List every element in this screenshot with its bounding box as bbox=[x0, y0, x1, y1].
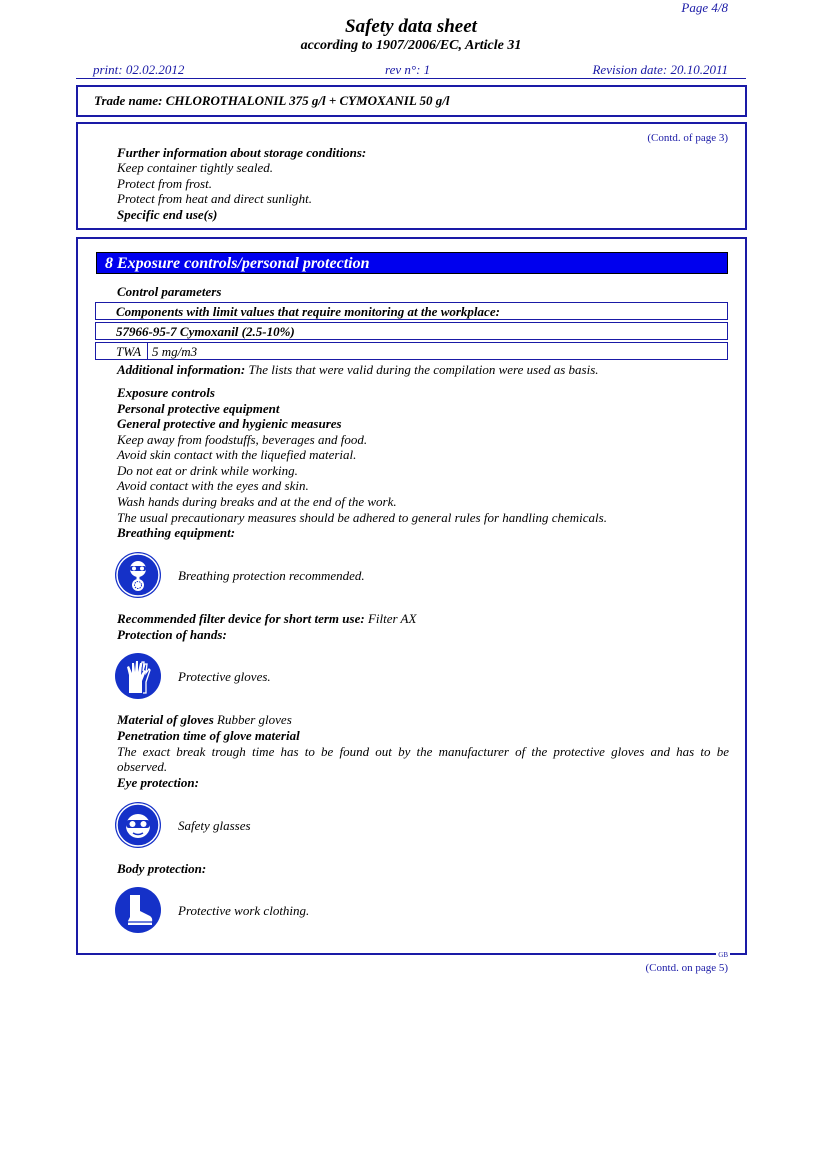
ppe-heading: Personal protective equipment bbox=[117, 401, 280, 416]
hygiene-line: Do not eat or drink while working. bbox=[117, 463, 298, 478]
limit-value: 5 mg/m3 bbox=[152, 344, 198, 359]
country-code: GB bbox=[718, 951, 728, 959]
exposure-controls-heading: Exposure controls bbox=[117, 385, 215, 400]
storage-line: Protect from heat and direct sunlight. bbox=[117, 191, 312, 206]
additional-information: Additional information: The lists that were valid during the compilation were used as basis. bbox=[117, 362, 599, 377]
eye-text: Safety glasses bbox=[178, 818, 251, 833]
components-heading-row: Components with limit values that require monitoring at the workplace: bbox=[95, 302, 728, 320]
gloves-icon bbox=[115, 653, 161, 699]
boots-icon bbox=[115, 887, 161, 933]
safety-glasses-icon bbox=[115, 802, 161, 848]
hygiene-heading: General protective and hygienic measures bbox=[117, 416, 342, 431]
limit-row bbox=[95, 342, 728, 360]
storage-heading: Further information about storage conditions: bbox=[117, 145, 367, 160]
document-title: Safety data sheet bbox=[345, 16, 477, 37]
print-date: print: 02.02.2012 bbox=[93, 62, 185, 77]
control-parameters-heading: Control parameters bbox=[117, 284, 222, 299]
trade-name: Trade name: CHLOROTHALONIL 375 g/l + CYMOXANIL 50 g/l bbox=[76, 85, 747, 117]
breathing-heading: Breathing equipment: bbox=[117, 525, 236, 540]
storage-line: Keep container tightly sealed. bbox=[117, 160, 273, 175]
breathing-text: Breathing protection recommended. bbox=[178, 568, 365, 583]
eye-heading: Eye protection: bbox=[117, 775, 199, 790]
penetration-heading: Penetration time of glove material bbox=[117, 728, 300, 743]
hygiene-line: Keep away from foodstuffs, beverages and food. bbox=[117, 432, 368, 447]
continued-on: (Contd. on page 5) bbox=[645, 962, 728, 974]
component-row: 57966-95-7 Cymoxanil (2.5-10%) bbox=[95, 322, 728, 340]
hygiene-line: The usual precautionary measures should be adhered to general rules for handling chemicals. bbox=[117, 510, 607, 525]
hygiene-line: Wash hands during breaks and at the end of the work. bbox=[117, 494, 397, 509]
penetration-text-cont: observed. bbox=[117, 759, 168, 774]
end-use-heading: Specific end use(s) bbox=[117, 207, 218, 222]
body-text: Protective work clothing. bbox=[178, 903, 310, 918]
penetration-text: The exact break trough time has to be found out by the manufacturer of the protective gloves and has to be bbox=[117, 744, 729, 759]
revision-date: Revision date: 20.10.2011 bbox=[592, 62, 728, 77]
page-number: Page 4/8 bbox=[681, 0, 728, 15]
document-subtitle: according to 1907/2006/EC, Article 31 bbox=[300, 38, 522, 53]
body-heading: Body protection: bbox=[117, 861, 207, 876]
respirator-icon bbox=[115, 552, 161, 598]
limit-type: TWA bbox=[96, 343, 148, 359]
storage-line: Protect from frost. bbox=[117, 176, 212, 191]
continued-from: (Contd. of page 3) bbox=[647, 132, 728, 144]
header-rule bbox=[76, 78, 746, 79]
glove-material: Material of gloves Rubber gloves bbox=[117, 712, 292, 727]
filter-recommendation: Recommended filter device for short term use: Filter AX bbox=[117, 611, 417, 626]
revision-number: rev n°: 1 bbox=[385, 62, 431, 77]
hands-text: Protective gloves. bbox=[178, 669, 271, 684]
hands-heading: Protection of hands: bbox=[117, 627, 227, 642]
section-8-title: 8 Exposure controls/personal protection bbox=[96, 252, 728, 274]
hygiene-line: Avoid contact with the eyes and skin. bbox=[117, 478, 309, 493]
hygiene-line: Avoid skin contact with the liquefied material. bbox=[117, 447, 357, 462]
